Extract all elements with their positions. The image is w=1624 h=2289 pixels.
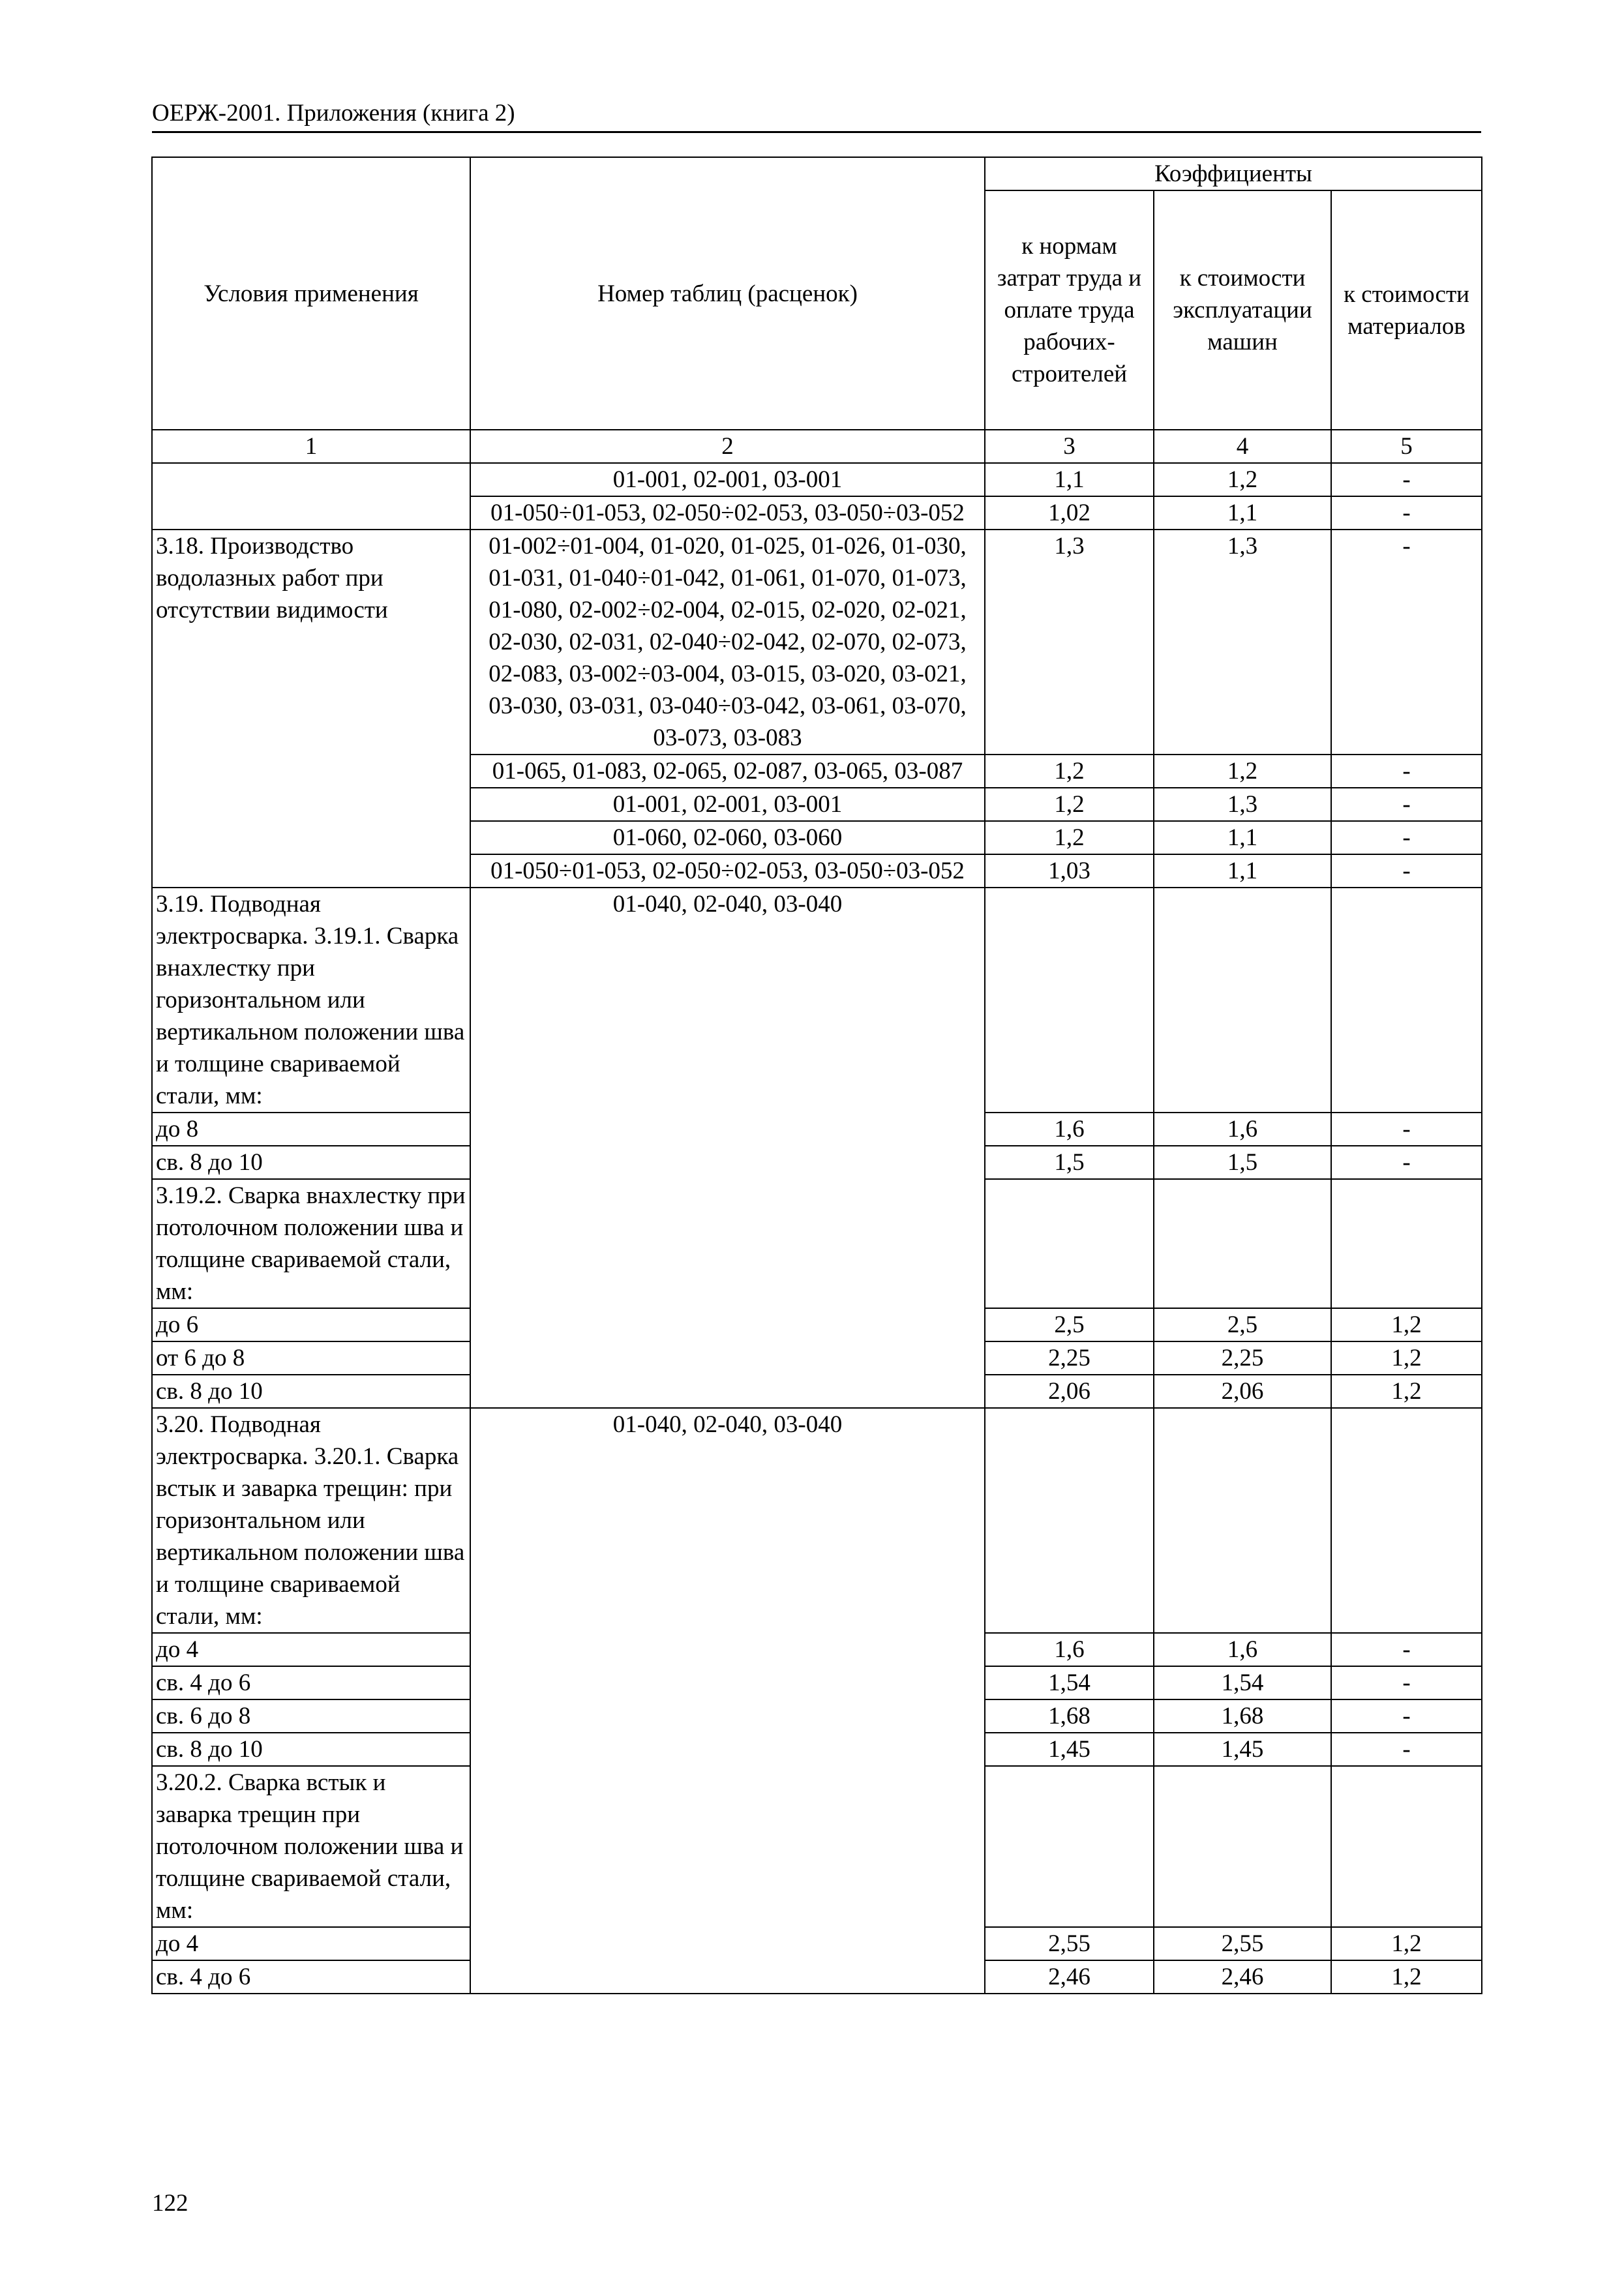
materials-coef-cell: - [1331,1733,1482,1766]
machines-coef-cell: 2,55 [1154,1927,1331,1960]
header-coefficients: Коэффициенты [985,157,1482,190]
labor-coef-cell: 2,5 [985,1308,1154,1341]
column-numbers-row [152,430,1482,463]
condition-cell-3-19: 3.19. Подводная электросварка. 3.19.1. Сварка внахлестку при горизонтальном или вертикальном положении шва и толщине свариваемой стали, мм: [152,888,470,1113]
materials-coef-cell: - [1331,1633,1482,1666]
thickness-cell: от 6 до 8 [152,1341,470,1375]
codes-cell: 01-060, 02-060, 03-060 [470,821,985,854]
codes-cell: 01-001, 02-001, 03-001 [470,788,985,821]
column-number: 4 [1154,430,1331,463]
thickness-cell: до 8 [152,1113,470,1146]
header-conditions: Условия применения [152,157,470,430]
labor-coef-cell: 1,2 [985,755,1154,788]
coefficients-table [151,157,1482,1994]
column-number: 3 [985,430,1154,463]
labor-coef-cell: 1,2 [985,821,1154,854]
thickness-cell: св. 8 до 10 [152,1733,470,1766]
labor-coef-cell: 1,45 [985,1733,1154,1766]
materials-coef-cell: 1,2 [1331,1927,1482,1960]
column-number: 1 [152,430,470,463]
machines-coef-cell: 1,1 [1154,854,1331,888]
machines-coef-cell: 1,45 [1154,1733,1331,1766]
labor-coef-cell: 1,03 [985,854,1154,888]
page-number: 122 [152,2190,188,2217]
codes-cell-3-19: 01-040, 02-040, 03-040 [470,888,985,1408]
column-number: 2 [470,430,985,463]
header-row-top [152,157,1482,190]
empty-coef-cell [1154,888,1331,1113]
codes-cell: 01-065, 01-083, 02-065, 02-087, 03-065, 03-087 [470,755,985,788]
materials-coef-cell: 1,2 [1331,1960,1482,1994]
machines-coef-cell: 1,1 [1154,496,1331,530]
codes-cell: 01-050÷01-053, 02-050÷02-053, 03-050÷03-052 [470,496,985,530]
condition-cell-3-20-2: 3.20.2. Сварка встык и заварка трещин при потолочном положении шва и толщине свариваемой стали, мм: [152,1766,470,1927]
labor-coef-cell: 2,25 [985,1341,1154,1375]
labor-coef-cell: 1,02 [985,496,1154,530]
column-number: 5 [1331,430,1482,463]
labor-coef-cell: 1,6 [985,1113,1154,1146]
machines-coef-cell: 1,6 [1154,1113,1331,1146]
thickness-cell: св. 8 до 10 [152,1146,470,1179]
header-labor-coef: к нормам затрат труда и оплате труда рабочих-строителей [985,190,1154,430]
materials-coef-cell: - [1331,530,1482,755]
page-header: ОЕРЖ-2001. Приложения (книга 2) [152,100,515,127]
materials-coef-cell: - [1331,1699,1482,1733]
labor-coef-cell: 2,55 [985,1927,1154,1960]
header-materials-coef: к стоимости материалов [1331,190,1482,430]
empty-coef-cell [985,1408,1154,1633]
empty-coef-cell [1154,1766,1331,1927]
labor-coef-cell: 1,54 [985,1666,1154,1699]
machines-coef-cell: 1,5 [1154,1146,1331,1179]
empty-coef-cell [1154,1408,1331,1633]
labor-coef-cell: 2,46 [985,1960,1154,1994]
labor-coef-cell: 1,3 [985,530,1154,755]
machines-coef-cell: 1,6 [1154,1633,1331,1666]
coefficients-table-wrap [151,157,1482,1994]
empty-condition-cell [152,463,470,530]
thickness-cell: св. 6 до 8 [152,1699,470,1733]
condition-cell-3-19-2: 3.19.2. Сварка внахлестку при потолочном положении шва и толщине свариваемой стали, мм: [152,1179,470,1308]
materials-coef-cell: 1,2 [1331,1341,1482,1375]
materials-coef-cell: - [1331,788,1482,821]
empty-coef-cell [985,1766,1154,1927]
labor-coef-cell: 1,68 [985,1699,1154,1733]
machines-coef-cell: 1,2 [1154,463,1331,496]
machines-coef-cell: 1,3 [1154,530,1331,755]
machines-coef-cell: 1,54 [1154,1666,1331,1699]
labor-coef-cell: 1,5 [985,1146,1154,1179]
machines-coef-cell: 2,46 [1154,1960,1331,1994]
thickness-cell: до 4 [152,1927,470,1960]
codes-cell-3-20: 01-040, 02-040, 03-040 [470,1408,985,1994]
header-table-numbers: Номер таблиц (расценок) [470,157,985,430]
machines-coef-cell: 2,5 [1154,1308,1331,1341]
materials-coef-cell: - [1331,755,1482,788]
condition-cell-3-20: 3.20. Подводная электросварка. 3.20.1. Сварка встык и заварка трещин: при горизонтальном или вертикальном положении шва и толщине свариваемой стали, мм: [152,1408,470,1633]
codes-cell: 01-050÷01-053, 02-050÷02-053, 03-050÷03-052 [470,854,985,888]
codes-cell: 01-002÷01-004, 01-020, 01-025, 01-026, 01-030, 01-031, 01-040÷01-042, 01-061, 01-070, 01-073, 01-080, 02-002÷02-004, 02-015, 02-020, 02-021, 02-030, 02-031, 02-040÷02-042, 02-070, 02-073, 02-083, 03-002÷03-004, 03-015, 03-020, 03-021, 03-030, 03-031, 03-040÷03-042, 03-061, 03-070, 03-073, 03-083 [470,530,985,755]
table-row [152,1408,1482,1633]
materials-coef-cell: 1,2 [1331,1308,1482,1341]
table-row [152,463,1482,496]
machines-coef-cell: 1,68 [1154,1699,1331,1733]
materials-coef-cell: - [1331,821,1482,854]
condition-cell-3-18: 3.18. Производство водолазных работ при отсутствии видимости [152,530,470,888]
labor-coef-cell: 1,6 [985,1633,1154,1666]
machines-coef-cell: 2,06 [1154,1375,1331,1408]
machines-coef-cell: 2,25 [1154,1341,1331,1375]
thickness-cell: св. 8 до 10 [152,1375,470,1408]
labor-coef-cell: 1,2 [985,788,1154,821]
machines-coef-cell: 1,1 [1154,821,1331,854]
machines-coef-cell: 1,3 [1154,788,1331,821]
materials-coef-cell: - [1331,854,1482,888]
materials-coef-cell: - [1331,496,1482,530]
header-machines-coef: к стоимости эксплуатации машин [1154,190,1331,430]
labor-coef-cell: 1,1 [985,463,1154,496]
thickness-cell: до 6 [152,1308,470,1341]
materials-coef-cell: - [1331,1146,1482,1179]
empty-coef-cell [1154,1179,1331,1308]
thickness-cell: до 4 [152,1633,470,1666]
machines-coef-cell: 1,2 [1154,755,1331,788]
codes-cell: 01-001, 02-001, 03-001 [470,463,985,496]
materials-coef-cell: - [1331,463,1482,496]
table-row [152,530,1482,755]
empty-coef-cell [985,1179,1154,1308]
materials-coef-cell: - [1331,1113,1482,1146]
empty-coef-cell [1331,1408,1482,1633]
empty-coef-cell [1331,888,1482,1113]
empty-coef-cell [1331,1766,1482,1927]
empty-coef-cell [1331,1179,1482,1308]
header-rule [152,131,1481,133]
thickness-cell: св. 4 до 6 [152,1960,470,1994]
thickness-cell: св. 4 до 6 [152,1666,470,1699]
labor-coef-cell: 2,06 [985,1375,1154,1408]
materials-coef-cell: - [1331,1666,1482,1699]
materials-coef-cell: 1,2 [1331,1375,1482,1408]
table-row [152,888,1482,1113]
empty-coef-cell [985,888,1154,1113]
